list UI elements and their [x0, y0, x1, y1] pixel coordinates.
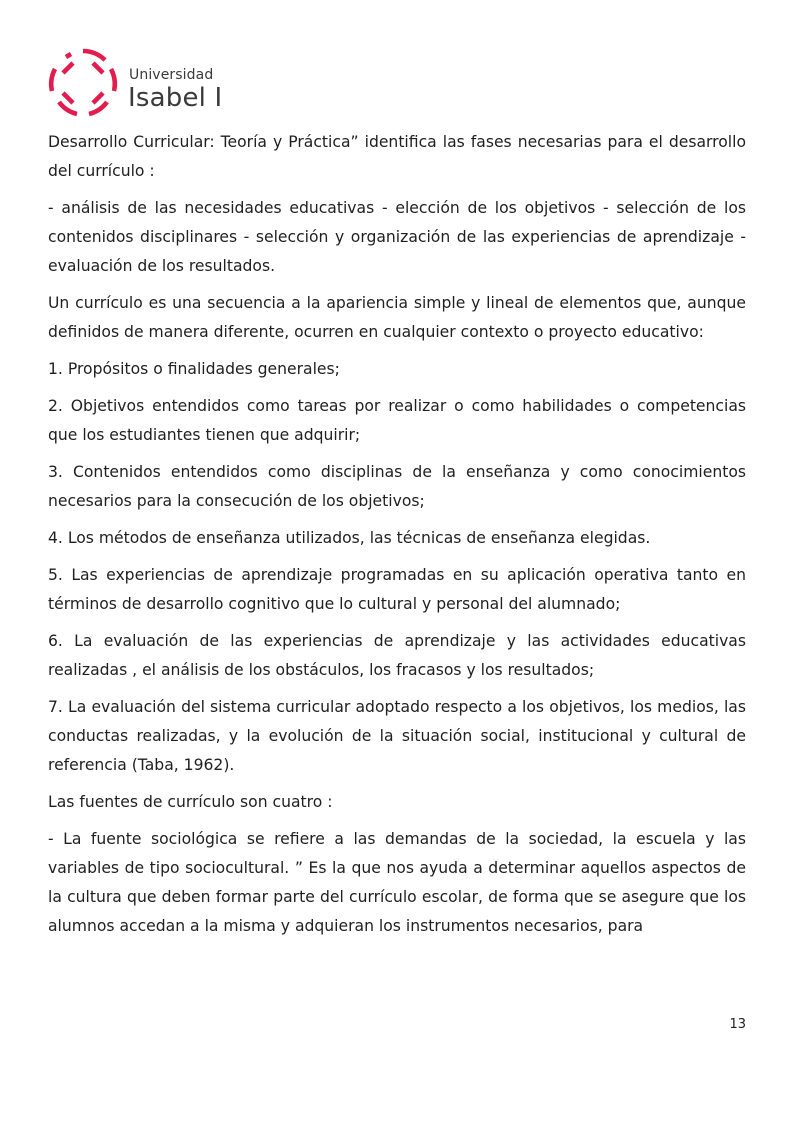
university-logo	[47, 47, 247, 119]
document-body	[48, 128, 746, 949]
list-item: 6. La evaluación de las experiencias de aprendizaje y las actividades educativas realizadas , el análisis de los obstáculos, los fracasos y los resultados;	[48, 632, 746, 679]
university-logo-icon	[47, 47, 119, 119]
paragraph: - análisis de las necesidades educativas - elección de los objetivos - selección de los contenidos disciplinares - selección y organización de las experiencias de aprendizaje -evaluación de los resultados.	[48, 199, 746, 275]
list-item: 5. Las experiencias de aprendizaje programadas en su aplicación operativa tanto en términos de desarrollo cognitivo que lo cultural y personal del alumnado;	[48, 566, 746, 613]
paragraph: Desarrollo Curricular: Teoría y Práctica” identifica las fases necesarias para el desarrollo del currículo :	[48, 133, 746, 180]
paragraph: Las fuentes de currículo son cuatro :	[48, 793, 333, 811]
list-item: 4. Los métodos de enseñanza utilizados, las técnicas de enseñanza elegidas.	[48, 529, 651, 547]
logo-university-name: Isabel I	[128, 83, 223, 113]
page-number: 13	[729, 1017, 746, 1032]
list-item: 7. La evaluación del sistema curricular adoptado respecto a los objetivos, los medios, las conductas realizadas, y la evolución de la situación social, institucional y cultural de referencia (Taba, 1962).	[48, 698, 746, 774]
paragraph: Un currículo es una secuencia a la apariencia simple y lineal de elementos que, aunque definidos de manera diferente, ocurren en cualquier contexto o proyecto educativo:	[48, 294, 746, 341]
logo-university-label: Universidad	[129, 67, 214, 83]
paragraph: - La fuente sociológica se refiere a las demandas de la sociedad, la escuela y las variables de tipo sociocultural. ” Es la que nos ayuda a determinar aquellos aspectos de la cultura que deben formar parte del currículo escolar, de forma que se asegure que los alumnos accedan a la misma y adquieran los instrumentos necesarios, para	[48, 830, 746, 935]
list-item: 2. Objetivos entendidos como tareas por realizar o como habilidades o competencias que los estudiantes tienen que adquirir;	[48, 397, 746, 444]
list-item: 1. Propósitos o finalidades generales;	[48, 360, 340, 378]
list-item: 3. Contenidos entendidos como disciplinas de la enseñanza y como conocimientos necesarios para la consecución de los objetivos;	[48, 463, 746, 510]
